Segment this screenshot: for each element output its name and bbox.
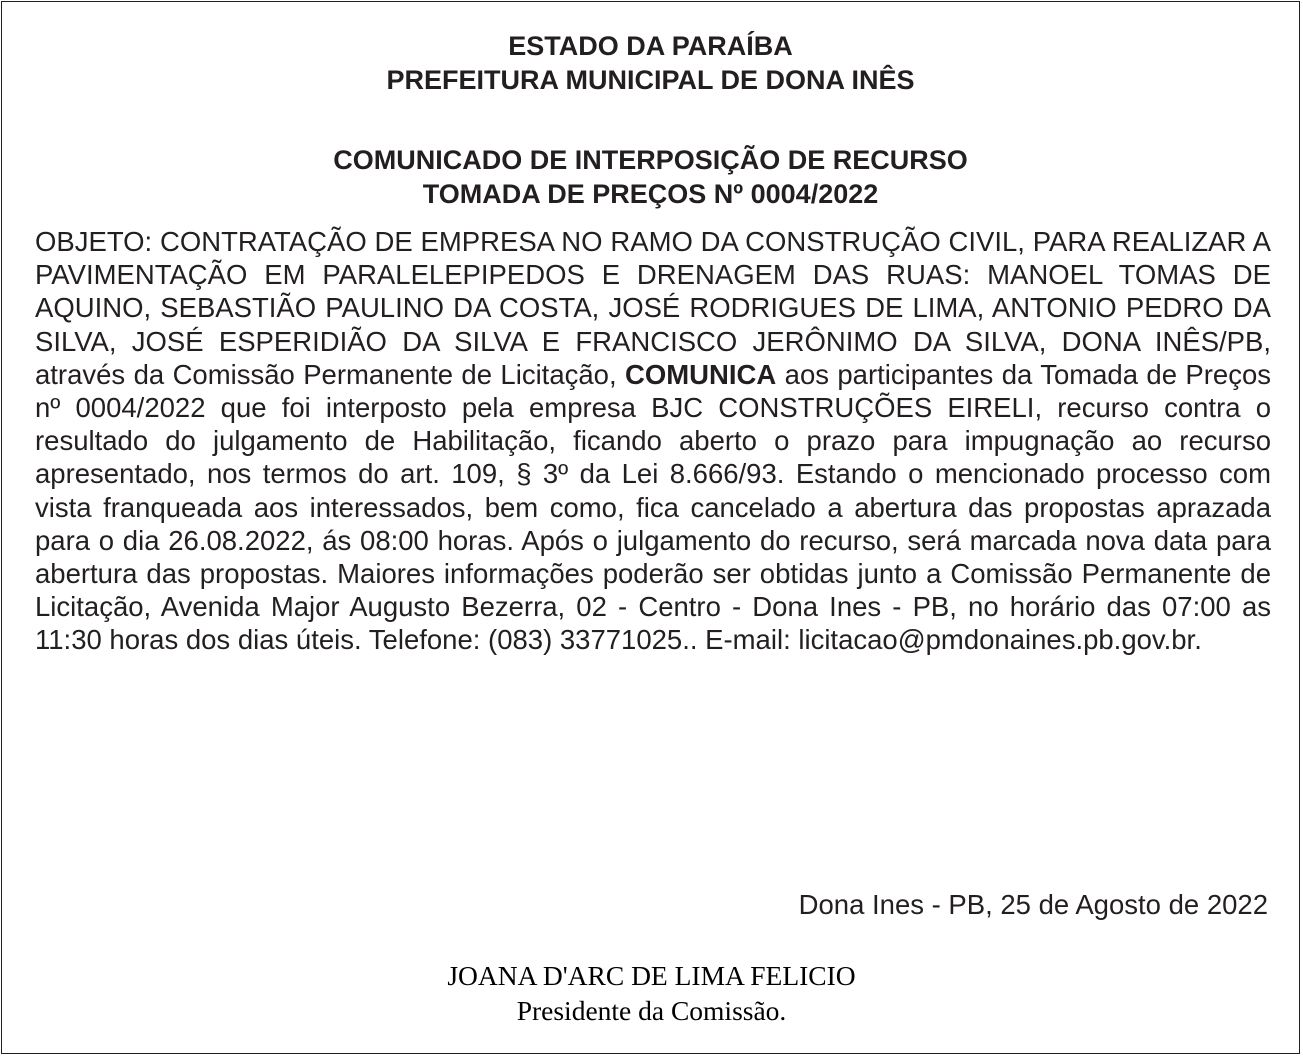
notice-title: COMUNICADO DE INTERPOSIÇÃO DE RECURSO [333, 145, 968, 175]
signature-block [0, 958, 1303, 1028]
body-emphasis: COMUNICA [625, 358, 777, 390]
notice-frame [1, 1, 1300, 1054]
notice-subtitle: TOMADA DE PREÇOS Nº 0004/2022 [422, 179, 879, 209]
municipality-name: PREFEITURA MUNICIPAL DE DONA INÊS [386, 65, 915, 95]
body-text-before: OBJETO: CONTRATAÇÃO DE EMPRESA NO RAMO DA CONSTRUÇÃO CIVIL, PARA REALIZAR A PAVIMENTAÇÃO EM PARALELEPIPEDOS E DRENAGEM DAS RUAS: MANOEL TOMAS DE AQUINO, SEBASTIÃO PAULINO DA COSTA, JOSÉ RODRIGUES DE LIMA, ANTONIO PEDRO DA SILVA, JOSÉ ESPERIDIÃO DA SILVA E FRANCISCO JERÔNIMO DA SILVA, DONA INÊS/PB, através da Comissão Permanente de Licitação, [35, 226, 1271, 390]
body-text-after: aos participantes da Tomada de Preços nº 0004/2022 que foi interposto pela empresa BJC CONSTRUÇÕES EIRELI, recurso contra o resultado do julgamento de Habilitação, ficando aberto o prazo para impugnação ao recurso apresentado, nos termos do art. 109, § 3º da Lei 8.666/93. Estando o mencionado processo com vista franqueada aos interessados, bem como, fica cancelado a abertura das propostas aprazada para o dia 26.08.2022, ás 08:00 horas. Após o julgamento do recurso, será marcada nova data para abertura das propostas. Maiores informações poderão ser obtidas junto a Comissão Permanente de Licitação, Avenida Major Augusto Bezerra, 02 - Centro - Dona Ines - PB, no horário das 07:00 as 11:30 horas dos dias úteis. Telefone: (083) 33771025.. E-mail: licitacao@pmdonaines.pb.gov.br. [35, 358, 1271, 656]
signatory-role: Presidente da Comissão. [516, 995, 787, 1026]
notice-title-block [2, 143, 1299, 211]
issuer-header [2, 29, 1299, 97]
state-name: ESTADO DA PARAÍBA [508, 31, 793, 61]
notice-body [35, 225, 1271, 657]
signatory-name: JOANA D'ARC DE LIMA FELICIO [447, 960, 856, 991]
date-line: Dona Ines - PB, 25 de Agosto de 2022 [798, 889, 1268, 920]
